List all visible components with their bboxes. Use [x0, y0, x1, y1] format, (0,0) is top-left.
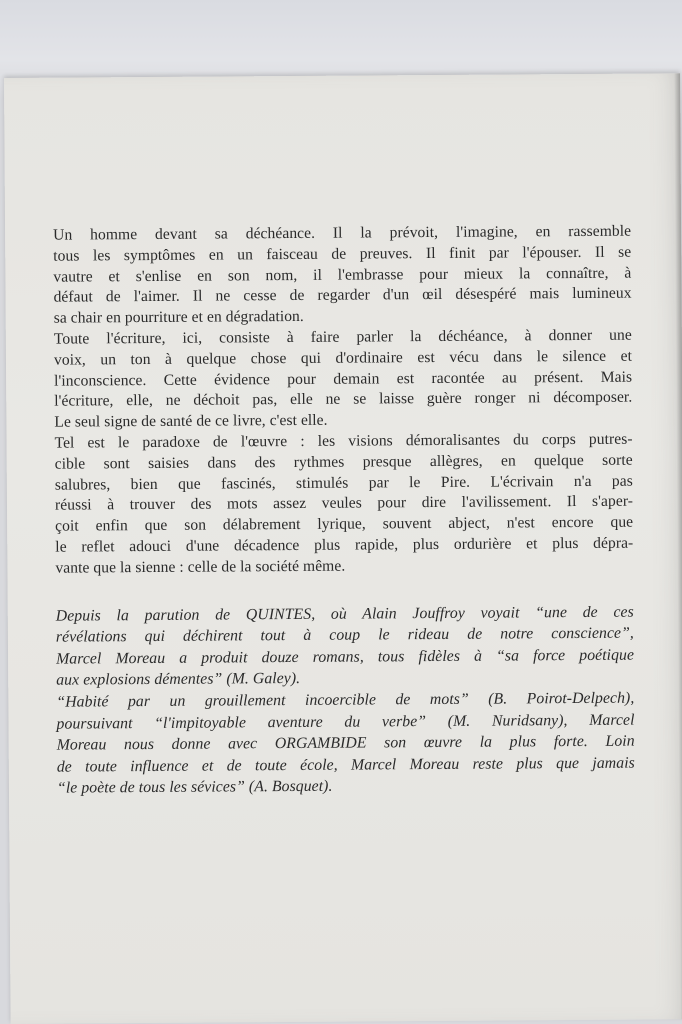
paragraph-gap — [56, 575, 634, 605]
summary-line: sa chair en pourriture et en dégradation. — [53, 308, 304, 327]
summary-line: salubres, bien que fascinés, stimulés par le Pire. L'écrivain n'a pas — [54, 472, 633, 494]
blurb-line: aux explosions démentes” (M. Galey). — [56, 670, 301, 689]
summary-line: l'écriture, elle, ne déchoit pas, elle ne se laisse guère ronger ni décomposer. — [54, 388, 633, 411]
blurb-line: de toute influence et de toute école, Marcel Moreau reste plus que jamais — [56, 754, 635, 776]
summary-line: l'inconscience. Cette évidence pour demain est racontée au présent. Mais — [54, 368, 633, 390]
summary-line: Le seul signe de santé de ce livre, c'est elle. — [54, 411, 328, 431]
blurb-line: révélations qui déchirent tout à coup le rideau de notre conscience”, — [55, 624, 634, 646]
blurb-line: Moreau nous donne avec ORGAMBIDE son œuvre la plus forte. Loin — [56, 732, 635, 754]
summary-line: cible sont saisies dans des rythmes presque allègres, en quelque sorte — [54, 451, 633, 473]
blurb-line: poursuivant “l'impitoyable aventure du verbe” (M. Nuridsany), Marcel — [56, 711, 635, 733]
press-blurb — [56, 601, 635, 799]
summary-line: voix, un ton à quelque chose qui d'ordinaire est vécu dans le silence et — [53, 347, 633, 369]
summary-line: vautre et s'enlise en son nom, il l'embrasse pour mieux la connaître, à — [53, 264, 632, 286]
summary-paragraphs — [53, 222, 633, 580]
summary-line: çoit enfin que son délabrement lyrique, souvent abject, n'est encore que — [55, 513, 634, 535]
summary-line: défaut de l'aimer. Il ne cesse de regarder d'un œil désespéré mais lumineux — [53, 285, 632, 307]
summary-line: réussi à trouver des mots assez veules pour dire l'avilissement. Il s'aper- — [54, 492, 634, 515]
blurb-line: “le poète de tous les sévices” (A. Bosquet). — [56, 778, 333, 797]
summary-line: Tel est le paradoxe de l'œuvre : les visions démoralisantes du corps putres- — [54, 430, 633, 452]
blurb-line: “Habité par un grouillement incoercible de mots” (B. Poirot-Delpech), — [56, 689, 635, 711]
summary-line: vante que la sienne : celle de la société même. — [55, 557, 346, 577]
blurb-line: Marcel Moreau a produit douze romans, tous fidèles à “sa force poétique — [55, 646, 635, 668]
summary-line: tous les symptômes en un faisceau de preuves. Il finit par l'épouser. Il se — [53, 243, 632, 265]
summary-line: Toute l'écriture, ici, consiste à faire parler la déchéance, à donner une — [53, 326, 632, 348]
summary-line: Un homme devant sa déchéance. Il la prévoit, l'imagine, en rassemble — [53, 222, 632, 244]
back-cover-text — [53, 222, 635, 800]
blurb-line: Depuis la parution de QUINTES, où Alain Jouffroy voyait “une de ces — [55, 603, 634, 625]
book-back-cover — [4, 73, 682, 1024]
summary-line: le reflet adouci d'une décadence plus rapide, plus ordurière et plus dépra- — [55, 534, 634, 556]
